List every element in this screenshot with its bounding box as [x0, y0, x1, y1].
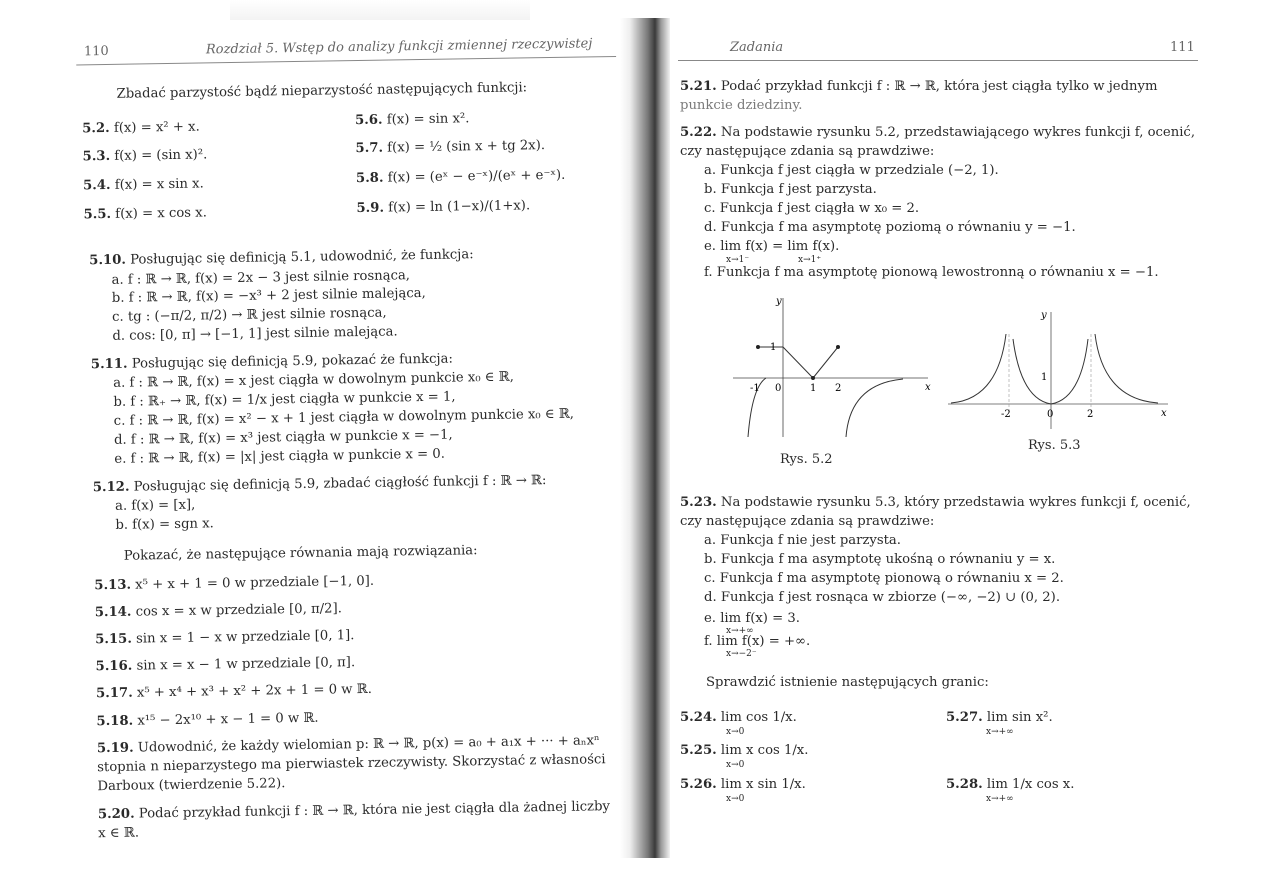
exercise-5-10-item: c. tg : (−π/2, π/2) → ℝ jest silnie rosnąca, [112, 305, 387, 325]
exercise-5-10-item: a. f : ℝ → ℝ, f(x) = 2x − 3 jest silnie rosnąca, [111, 268, 411, 288]
header-rule [678, 60, 1198, 61]
running-head-right: Zadania [730, 40, 784, 55]
x-axis-label: x [1161, 408, 1167, 419]
exercise-5-22-item: d. Funkcja f ma asymptotę poziomą o równaniu y = −1. [704, 220, 1076, 235]
parity-intro: Zbadać parzystość bądź nieparzystość następujących funkcji: [116, 80, 528, 102]
limit-subscript: x→+∞ [726, 626, 754, 636]
equation-item: 5.15. sin x = 1 − x w przedziale [0, 1]. [95, 628, 355, 648]
top-shadow [230, 0, 530, 20]
exercise-item: 5.2. f(x) = x² + x. [82, 119, 200, 137]
exercise-5-20-line: x ∈ ℝ. [98, 825, 140, 842]
limit-subscript: x→0 [726, 794, 745, 804]
page-number-right: 111 [1170, 40, 1195, 55]
exercise-5-22: 5.22. Na podstawie rysunku 5.2, przedstawiającego wykres funkcji f, ocenić, [680, 125, 1196, 140]
segment [783, 347, 813, 378]
limit-subscript: x→0 [726, 760, 745, 770]
figure-caption: Rys. 5.3 [1028, 438, 1081, 453]
point [756, 345, 760, 349]
exercise-5-20: 5.20. Podać przykład funkcji f : ℝ → ℝ, która nie jest ciągła dla żadnej liczby [97, 799, 611, 823]
limit-item: 5.26. lim x sin 1/x. [680, 777, 806, 792]
left-branch [951, 334, 1006, 403]
limit-item: 5.28. lim 1/x cos x. [946, 777, 1075, 792]
limits-intro: Sprawdzić istnienie następujących granic: [706, 675, 989, 690]
exercise-5-23: 5.23. Na podstawie rysunku 5.3, który przedstawia wykres funkcji f, ocenić, [680, 495, 1191, 510]
x-axis-label: x [925, 382, 931, 393]
page-number-left: 110 [83, 43, 109, 60]
right-branch [1095, 334, 1158, 403]
limit-item: 5.25. lim x cos 1/x. [680, 743, 809, 758]
exercise-5-10-item: b. f : ℝ → ℝ, f(x) = −x³ + 2 jest silnie malejąca, [111, 285, 426, 306]
exercise-5-22-item: e. lim f(x) = lim f(x). [704, 239, 840, 254]
y-tick-label: 1 [770, 342, 777, 353]
exercise-5-21-line: punkcie dziedziny. [680, 98, 803, 113]
tick-label: -2 [1001, 409, 1011, 420]
exercise-5-19: 5.19. Udowodnić, że każdy wielomian p: ℝ → ℝ, p(x) = a₀ + a₁x + ··· + aₙxⁿ [96, 733, 600, 757]
segment [813, 347, 838, 378]
right-branch [846, 379, 903, 437]
exercise-5-21: 5.21. Podać przykład funkcji f : ℝ → ℝ, która jest ciągła tylko w jednym [680, 79, 1158, 94]
figure-caption: Rys. 5.2 [780, 452, 833, 467]
limit-subscript: x→1⁻ [726, 255, 750, 265]
tick-label: 2 [835, 383, 842, 394]
exercise-5-19-line: stopnia n nieparzystego ma pierwiastek rzeczywisty. Skorzystać z własności [97, 752, 606, 776]
exercise-item: 5.9. f(x) = ln (1−x)/(1+x). [356, 198, 531, 217]
middle-branch [1013, 339, 1088, 404]
tick-label: 0 [1047, 409, 1054, 420]
exercise-5-22-item: c. Funkcja f jest ciągła w x₀ = 2. [704, 201, 920, 216]
tick-label: -1 [750, 383, 760, 394]
exercise-5-11-item: c. f : ℝ → ℝ, f(x) = x² − x + 1 jest ciągła w dowolnym punkcie x₀ ∈ ℝ, [113, 406, 575, 429]
exercise-item: 5.7. f(x) = ½ (sin x + tg 2x). [355, 138, 546, 157]
exercise-5-12-item: a. f(x) = [x], [114, 497, 196, 514]
exercise-5-22-item: b. Funkcja f jest parzysta. [704, 182, 877, 197]
exercise-item: 5.5. f(x) = x cos x. [83, 205, 207, 223]
equation-item: 5.17. x⁵ + x⁴ + x³ + x² + 2x + 1 = 0 w ℝ. [95, 681, 372, 702]
limit-subscript: x→−2⁻ [726, 649, 757, 659]
exercise-item: 5.8. f(x) = (eˣ − e⁻ˣ)/(eˣ + e⁻ˣ). [355, 167, 566, 187]
left-page [76, 16, 649, 855]
right-page [668, 20, 1200, 850]
exercise-5-10-item: d. cos: [0, π] → [−1, 1] jest silnie malejąca. [112, 324, 398, 344]
exercise-5-10: 5.10. Posługując się definicją 5.1, udowodnić, że funkcja: [89, 247, 474, 269]
exercise-item: 5.4. f(x) = x sin x. [82, 176, 204, 194]
limit-subscript: x→1⁺ [798, 255, 822, 265]
exercise-5-22-item: f. Funkcja f ma asymptotę pionową lewostronną o równaniu x = −1. [704, 265, 1159, 280]
exercise-5-23-line: czy następujące zdania są prawdziwe: [680, 514, 935, 529]
exercise-5-22-line: czy następujące zdania są prawdziwe: [680, 144, 935, 159]
exercise-5-11-item: e. f : ℝ → ℝ, f(x) = |x| jest ciągła w punkcie x = 0. [114, 446, 445, 467]
exercise-item: 5.3. f(x) = (sin x)². [82, 147, 208, 165]
equation-item: 5.18. x¹⁵ − 2x¹⁰ + x − 1 = 0 w ℝ. [96, 710, 319, 730]
equations-intro: Pokazać, że następujące równania mają rozwiązania: [123, 543, 478, 564]
exercise-5-11-item: a. f : ℝ → ℝ, f(x) = x jest ciągła w dowolnym punkcie x₀ ∈ ℝ, [113, 369, 514, 391]
exercise-5-19-line: Darboux (twierdzenie 5.22). [97, 776, 286, 795]
exercise-5-23-item: e. lim f(x) = 3. [704, 611, 800, 626]
limit-subscript: x→+∞ [986, 727, 1014, 737]
exercise-5-11-item: b. f : ℝ₊ → ℝ, f(x) = 1/x jest ciągła w punkcie x = 1, [113, 389, 456, 410]
point [836, 345, 840, 349]
header-rule [76, 56, 616, 65]
exercise-5-12-item: b. f(x) = sgn x. [115, 516, 214, 533]
equation-item: 5.14. cos x = x w przedziale [0, π/2]. [94, 601, 342, 621]
exercise-5-23-item: a. Funkcja f nie jest parzysta. [704, 533, 901, 548]
exercise-5-23-item: d. Funkcja f jest rosnąca w zbiorze (−∞, −2) ∪ (0, 2). [704, 590, 1061, 605]
exercise-5-12: 5.12. Posługując się definicją 5.9, zbadać ciągłość funkcji f : ℝ → ℝ: [92, 473, 547, 496]
limit-item: 5.27. lim sin x². [946, 710, 1053, 725]
limit-subscript: x→0 [726, 727, 745, 737]
y-axis-label: y [1041, 310, 1047, 321]
tick-label: 2 [1087, 409, 1094, 420]
y-tick-label: 1 [1041, 372, 1048, 383]
tick-label: 1 [810, 383, 817, 394]
figure-5-3 [943, 304, 1173, 434]
point [811, 376, 815, 380]
y-axis-label: y [776, 296, 782, 307]
equation-item: 5.16. sin x = x − 1 w przedziale [0, π]. [95, 655, 356, 675]
figure-5-2 [728, 292, 938, 442]
exercise-5-11: 5.11. Posługując się definicją 5.9, pokazać że funkcja: [90, 351, 453, 373]
exercise-5-23-item: f. lim f(x) = +∞. [704, 634, 811, 649]
limit-item: 5.24. lim cos 1/x. [680, 710, 797, 725]
running-head-left: Rozdział 5. Wstęp do analizy funkcji zmiennej rzeczywistej [205, 36, 593, 58]
exercise-5-23-item: c. Funkcja f ma asymptotę pionową o równaniu x = 2. [704, 571, 1064, 586]
tick-label: 0 [775, 383, 782, 394]
equation-item: 5.13. x⁵ + x + 1 = 0 w przedziale [−1, 0]. [94, 573, 375, 594]
exercise-item: 5.6. f(x) = sin x². [354, 111, 470, 129]
exercise-5-22-item: a. Funkcja f jest ciągła w przedziale (−2, 1). [704, 163, 999, 178]
limit-subscript: x→+∞ [986, 794, 1014, 804]
exercise-5-23-item: b. Funkcja f ma asymptotę ukośną o równaniu y = x. [704, 552, 1056, 567]
exercise-5-11-item: d. f : ℝ → ℝ, f(x) = x³ jest ciągła w punkcie x = −1, [113, 427, 453, 448]
